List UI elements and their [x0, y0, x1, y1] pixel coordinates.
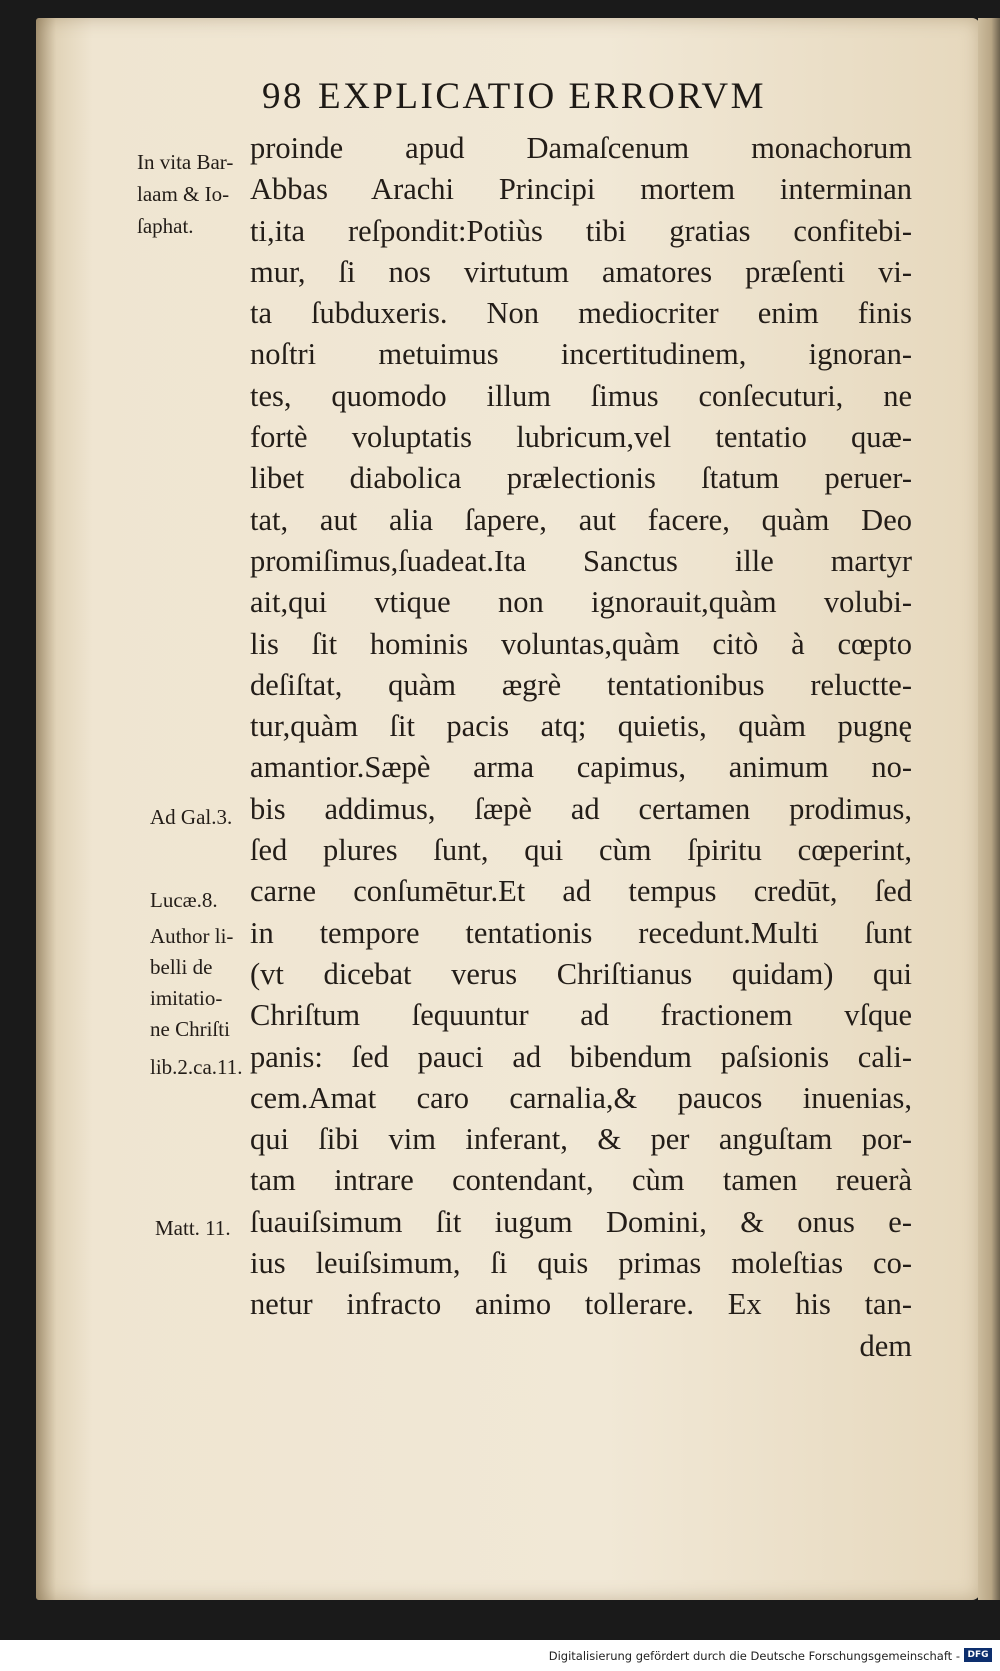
text-line: ſed plures ſunt, qui cùm ſpiritu cœperint,: [250, 833, 912, 868]
text-line: in tempore tentationis recedunt.Multi ſunt: [250, 915, 912, 950]
margin-note: ſaphat.: [137, 214, 194, 238]
text-line: lis ſit hominis voluntas,quàm citò à cœpto: [250, 626, 912, 661]
text-line: tur,quàm ſit pacis atq; quietis, quàm pugnę: [250, 709, 912, 744]
page-number: 98: [262, 76, 304, 117]
text-line: bis addimus, ſæpè ad certamen prodimus,: [250, 791, 912, 826]
margin-note: imitatio-: [150, 986, 223, 1010]
text-line: panis: ſed pauci ad bibendum paſsionis cali-: [250, 1039, 912, 1074]
text-line: cem.Amat caro carnalia,& paucos inuenias,: [250, 1080, 912, 1115]
main-text-block: [250, 128, 912, 1367]
margin-note: Ad Gal.3.: [150, 805, 233, 829]
text-line: netur infracto animo tollerare. Ex his tan-: [250, 1287, 912, 1322]
text-line: ſuauiſsimum ſit iugum Domini, & onus e-: [250, 1204, 912, 1239]
margin-note: Author li-: [150, 924, 234, 948]
funding-credit: Digitalisierung gefördert durch die Deutsche Forschungsgemeinschaft -: [548, 1649, 960, 1663]
text-line: ius leuiſsimum, ſi quis primas moleſtias co-: [250, 1246, 912, 1281]
margin-note: Matt. 11.: [155, 1216, 231, 1240]
text-line: ait,qui vtique non ignorauit,quàm volubi-: [250, 585, 912, 620]
text-line: tat, aut alia ſapere, aut facere, quàm Deo: [250, 502, 912, 537]
catchword: dem: [859, 1328, 912, 1363]
text-line: proinde apud Damaſcenum monachorum: [250, 131, 912, 165]
margin-note: In vita Bar-: [137, 150, 234, 174]
text-line: promiſimus,ſuadeat.Ita Sanctus ille martyr: [250, 543, 912, 578]
margin-note: belli de: [150, 955, 213, 979]
text-line: carne conſumētur.Et ad tempus credūt, ſed: [250, 874, 912, 909]
text-line: (vt dicebat verus Chriſtianus quidam) qui: [250, 956, 912, 991]
gutter-shadow: [36, 18, 56, 1600]
running-head-title: EXPLICATIO ERRORVM: [318, 76, 767, 117]
text-line: tam intrare contendant, cùm tamen reuerà: [250, 1163, 912, 1198]
margin-note: Lucæ.8.: [150, 888, 218, 912]
page-edge: [978, 18, 1000, 1600]
running-head: [262, 75, 922, 118]
margin-note: laam & Io-: [137, 182, 230, 206]
margin-note: ne Chriſti: [150, 1017, 230, 1041]
text-line: ta ſubduxeris. Non mediocriter enim finis: [250, 296, 912, 331]
text-line: ti,ita reſpondit:Potiùs tibi gratias confitebi-: [250, 213, 912, 248]
text-line: deſiſtat, quàm ægrè tentationibus reluctte-: [250, 667, 912, 702]
text-line: libet diabolica prælectionis ſtatum peruer-: [250, 461, 912, 496]
text-line: tes, quomodo illum ſimus conſecuturi, ne: [250, 378, 912, 413]
text-line: Abbas Arachi Principi mortem interminan: [250, 172, 912, 207]
margin-note: lib.2.ca.11.: [150, 1055, 243, 1079]
text-line: fortè voluptatis lubricum,vel tentatio quæ-: [250, 420, 912, 455]
text-line: qui ſibi vim inferant, & per anguſtam por-: [250, 1122, 912, 1157]
dfg-logo-icon: DFG: [964, 1648, 992, 1662]
text-line: amantior.Sæpè arma capimus, animum no-: [250, 750, 912, 785]
text-line: Chriſtum ſequuntur ad fractionem vſque: [250, 998, 912, 1033]
text-line: noſtri metuimus incertitudinem, ignoran-: [250, 337, 912, 372]
text-line: mur, ſi nos virtutum amatores præſenti vi-: [250, 254, 912, 289]
